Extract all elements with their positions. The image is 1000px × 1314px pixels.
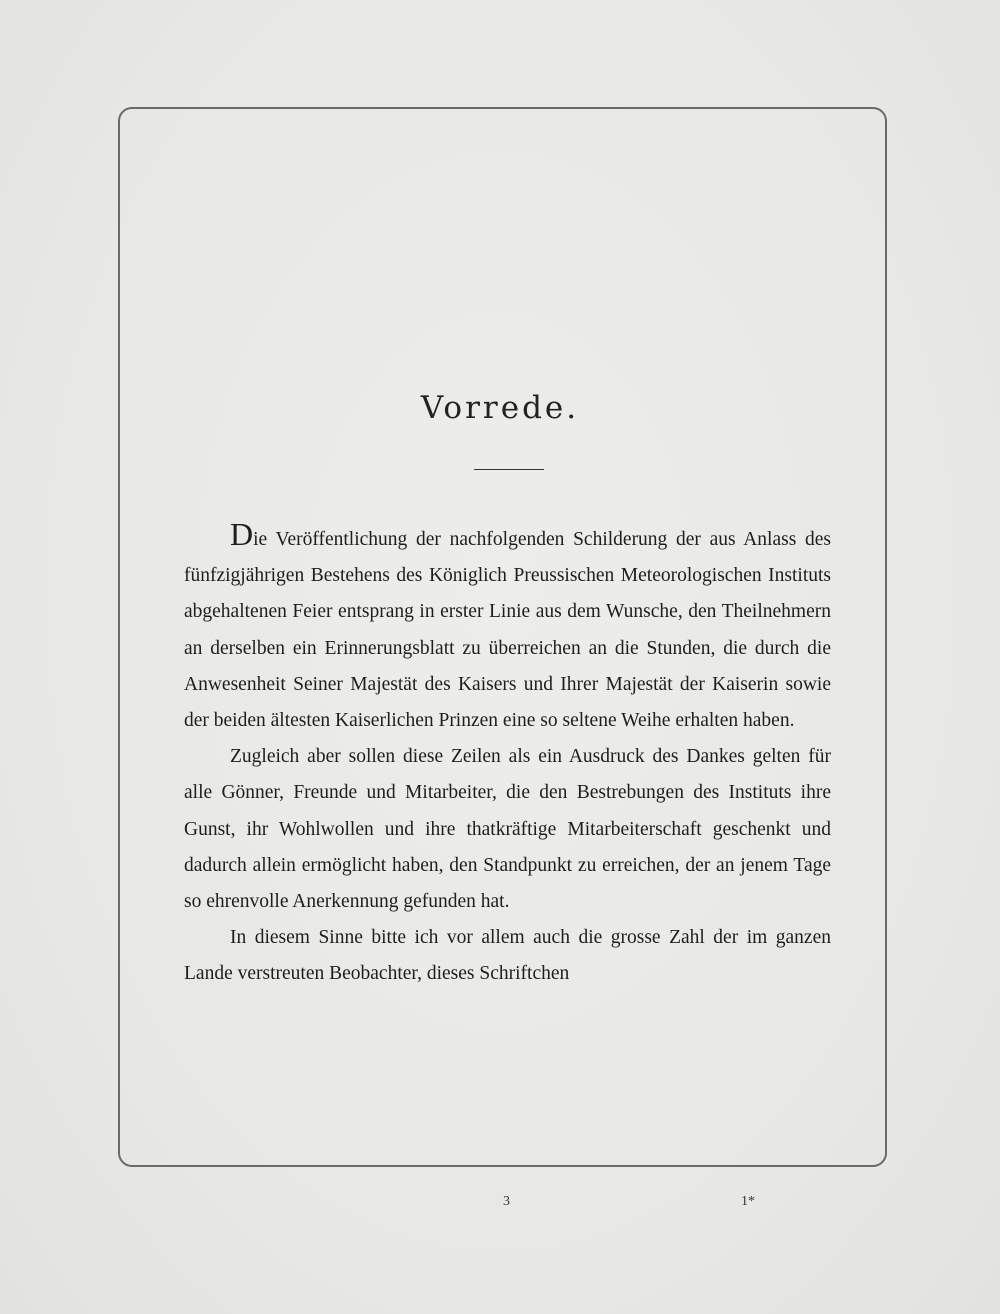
page-title: Vorrede. bbox=[420, 390, 580, 426]
paragraph-2: Zugleich aber sollen diese Zeilen als ein Ausdruck des Dankes gelten für alle Gönner, Freunde und Mitarbeiter, die den Bestrebungen des Instituts ihre Gunst, ihr Wohlwollen und ihre thatkräftige Mitarbeiterschaft geschenkt und dadurch allein ermöglicht haben, den Standpunkt zu erreichen, der an jenem Tage so ehrenvolle Anerkennung gefunden hat. bbox=[184, 746, 831, 913]
paragraph-1-text: ie Veröffentlichung der nachfolgenden Schilderung der aus Anlass des fünfzigjährigen Bestehens des Königlich Preussischen Meteorologischen Instituts abgehaltenen Feier entsprang in erster Linie aus dem Wunsche, den Theilnehmern an derselben ein Erinnerungsblatt zu überreichen an die Stunden, die durch die Anwesenheit Seiner Majestät des Kaisers und Ihrer Majestät der Kaiserin sowie der beiden ältesten Kaiserlichen Prinzen eine so seltene Weihe erhalten haben. bbox=[184, 529, 831, 732]
paragraph-1 bbox=[184, 516, 831, 739]
paragraph-3: In diesem Sinne bitte ich vor allem auch die grosse Zahl der im ganzen Lande verstreuten Beobachter, dieses Schriftchen bbox=[184, 927, 831, 985]
signature-mark: 1* bbox=[741, 1194, 755, 1209]
page-number: 3 bbox=[503, 1194, 510, 1209]
initial-letter: D bbox=[230, 516, 254, 552]
preface-body bbox=[184, 516, 831, 993]
title-divider bbox=[474, 469, 544, 470]
